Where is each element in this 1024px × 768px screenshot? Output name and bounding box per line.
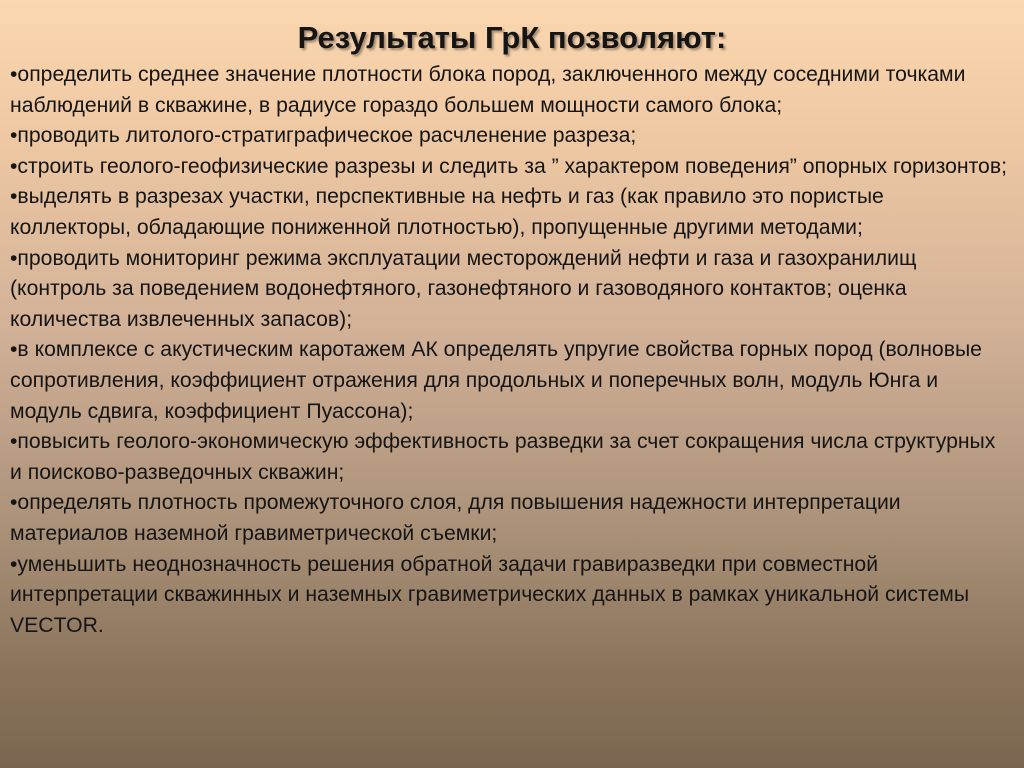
bullet-text: повысить геолого-экономическую эффективность разведки за счет сокращения числа структурных и поисково-разведочных скважин; <box>10 430 996 484</box>
bullet-icon: • <box>10 491 18 515</box>
bullet-item <box>10 60 1010 121</box>
bullet-item <box>10 427 1010 488</box>
bullet-icon: • <box>10 246 18 270</box>
slide-title: Результаты ГрК позволяют: <box>297 20 727 55</box>
bullet-list <box>10 60 1010 641</box>
bullet-icon: • <box>10 430 18 454</box>
bullet-icon: • <box>10 124 18 148</box>
bullet-text: в комплексе с акустическим каротажем АК определять упругие свойства горных пород (волновые сопротивления, коэффициент отражения для продольных и поперечных волн, модуль Юнга и модуль сдвига, коэффициент Пуассона); <box>10 338 982 423</box>
bullet-text: проводить мониторинг режима эксплуатации месторождений нефти и газа и газохранилищ (контроль за поведением водонефтяного, газонефтяного и газоводяного контактов; оценка количества извлеченных запасов); <box>10 246 917 331</box>
bullet-item <box>10 244 1010 336</box>
bullet-icon: • <box>10 338 18 362</box>
bullet-text: проводить литолого-стратиграфическое расчленение разреза; <box>17 124 637 148</box>
bullet-icon: • <box>10 552 18 576</box>
bullet-item <box>10 488 1010 549</box>
bullet-text: определить среднее значение плотности блока пород, заключенного между соседними точками наблюдений в скважине, в радиусе гораздо большем мощности самого блока; <box>10 63 966 117</box>
bullet-icon: • <box>10 154 18 178</box>
bullet-icon: • <box>10 185 18 209</box>
bullet-text: строить геолого-геофизические разрезы и следить за ” характером поведения” опорных горизонтов; <box>17 154 1007 178</box>
bullet-item <box>10 152 1010 183</box>
bullet-item <box>10 335 1010 427</box>
bullet-item <box>10 182 1010 243</box>
bullet-text: определять плотность промежуточного слоя, для повышения надежности интерпретации материалов наземной гравиметрической съемки; <box>10 491 901 545</box>
bullet-item <box>10 550 1010 642</box>
bullet-item <box>10 121 1010 152</box>
bullet-text: выделять в разрезах участки, перспективные на нефть и газ (как правило это пористые коллекторы, обладающие пониженной плотностью), пропущенные другими методами; <box>10 185 884 239</box>
bullet-text: уменьшить неоднозначность решения обратной задачи гравиразведки при совместной интерпретации скважинных и наземных гравиметрических данных в рамках уникальной системы VECTOR. <box>10 552 970 637</box>
bullet-icon: • <box>10 63 18 86</box>
